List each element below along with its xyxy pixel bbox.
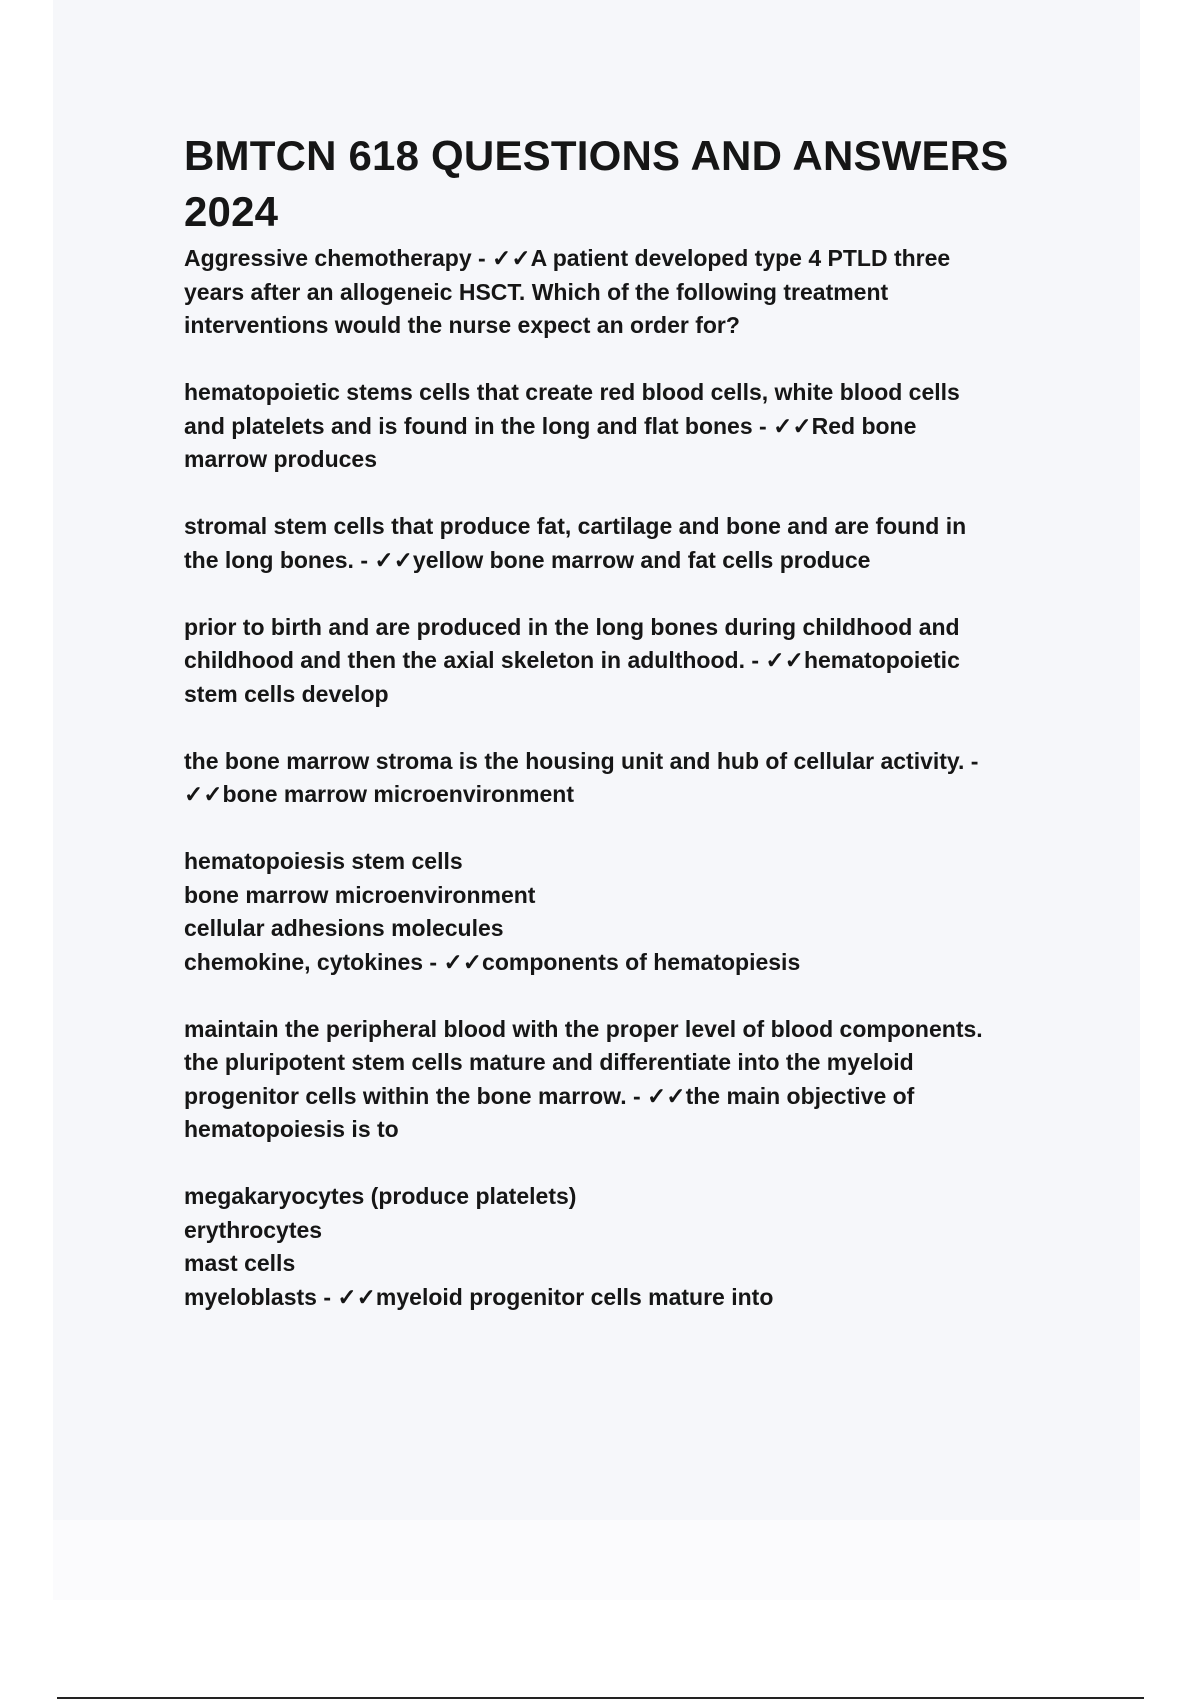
qa-entry bbox=[184, 611, 1084, 712]
entry-line: Aggressive chemotherapy - ✓✓A patient developed type 4 PTLD three bbox=[184, 245, 951, 271]
entry-line: stem cells develop bbox=[184, 680, 389, 707]
entry-line: progenitor cells within the bone marrow. - ✓✓the main objective of bbox=[184, 1082, 915, 1109]
entry-line: cellular adhesions molecules bbox=[184, 915, 504, 941]
qa-entry bbox=[184, 1013, 1084, 1147]
entry-line: and platelets and is found in the long and flat bones - ✓✓Red bone bbox=[184, 412, 917, 439]
entry-line: maintain the peripheral blood with the proper level of blood components. bbox=[184, 1015, 983, 1042]
qa-entry bbox=[184, 376, 1084, 477]
document-content bbox=[184, 128, 1084, 1348]
entry-line: the long bones. - ✓✓yellow bone marrow and fat cells produce bbox=[184, 546, 871, 573]
qa-entry bbox=[184, 1180, 1084, 1314]
entry-line: ✓✓bone marrow microenvironment bbox=[184, 781, 575, 807]
document-title bbox=[184, 128, 1084, 240]
entry-line: prior to birth and are produced in the long bones during childhood and bbox=[184, 613, 960, 640]
title-line: BMTCN 618 QUESTIONS AND ANSWERS bbox=[184, 132, 1009, 179]
entry-line: hematopoiesis is to bbox=[184, 1116, 399, 1142]
entry-line: megakaryocytes (produce platelets) bbox=[184, 1183, 577, 1209]
entry-line: years after an allogeneic HSCT. Which of the following treatment bbox=[184, 278, 889, 305]
qa-entry bbox=[184, 745, 1084, 812]
page-footer-area bbox=[53, 1520, 1140, 1600]
entry-line: hematopoietic stems cells that create red blood cells, white blood cells bbox=[184, 379, 960, 405]
qa-entry bbox=[184, 845, 1084, 979]
title-year: 2024 bbox=[184, 188, 279, 235]
entry-line: marrow produces bbox=[184, 446, 377, 472]
entry-line: chemokine, cytokines - ✓✓components of hematopiesis bbox=[184, 948, 801, 975]
bottom-divider bbox=[57, 1697, 1144, 1699]
qa-entry bbox=[184, 242, 1084, 343]
entry-line: interventions would the nurse expect an order for? bbox=[184, 312, 740, 338]
entry-line: myeloblasts - ✓✓myeloid progenitor cells mature into bbox=[184, 1283, 774, 1310]
entry-line: mast cells bbox=[184, 1250, 296, 1276]
entry-line: stromal stem cells that produce fat, cartilage and bone and are found in bbox=[184, 513, 967, 539]
entry-line: the bone marrow stroma is the housing unit and hub of cellular activity. - bbox=[184, 747, 979, 774]
entry-line: bone marrow microenvironment bbox=[184, 881, 536, 908]
entry-line: childhood and then the axial skeleton in adulthood. - ✓✓hematopoietic bbox=[184, 647, 960, 673]
entry-line: hematopoiesis stem cells bbox=[184, 848, 463, 874]
entry-line: the pluripotent stem cells mature and differentiate into the myeloid bbox=[184, 1049, 914, 1075]
entry-line: erythrocytes bbox=[184, 1216, 323, 1243]
qa-entry bbox=[184, 510, 1084, 577]
